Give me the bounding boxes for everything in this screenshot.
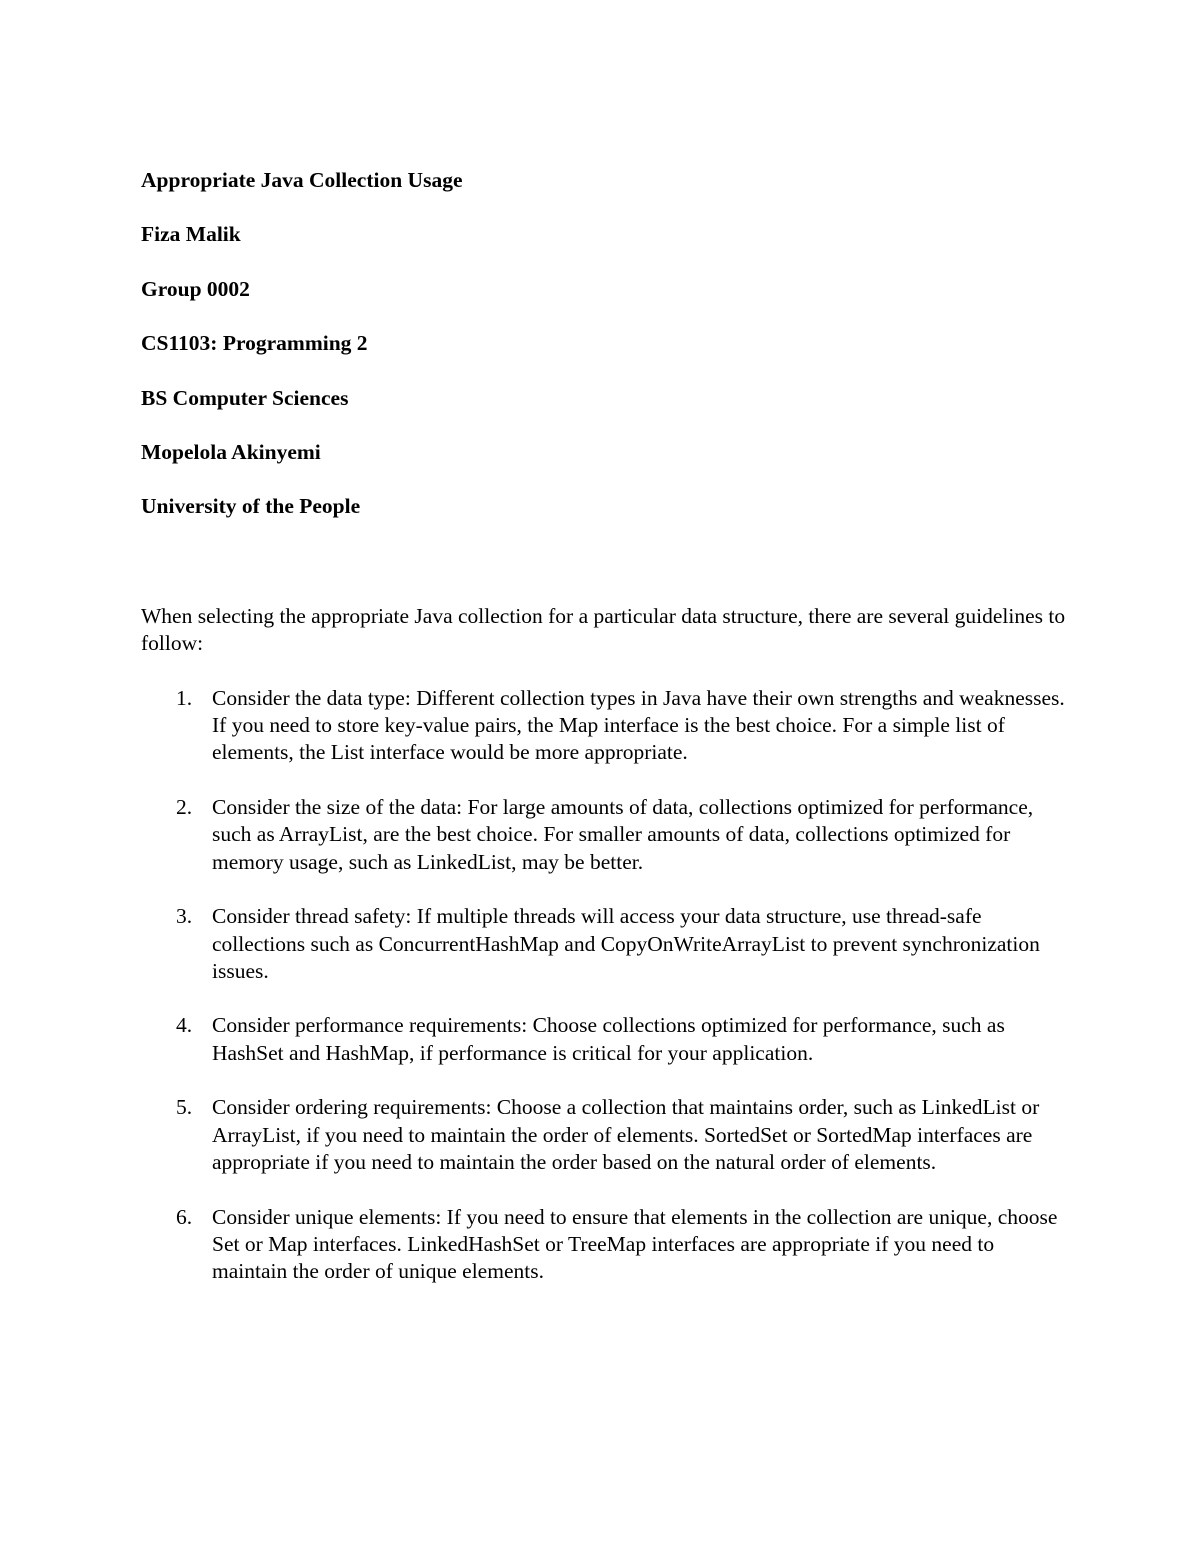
list-item <box>141 1012 1066 1067</box>
instructor-name: Mopelola Akinyemi <box>141 439 321 464</box>
course-name: CS1103: Programming 2 <box>141 331 368 356</box>
program-name: BS Computer Sciences <box>141 385 349 410</box>
list-item-number: 6. <box>176 1204 193 1229</box>
list-item <box>141 1204 1066 1286</box>
intro-paragraph: When selecting the appropriate Java collection for a particular data structure, there are several guidelines to follow: <box>141 604 1066 656</box>
list-item-number: 1. <box>176 685 193 710</box>
list-item <box>141 685 1066 767</box>
institution-name: University of the People <box>141 494 361 519</box>
list-item <box>141 1094 1066 1176</box>
author-name: Fiza Malik <box>141 222 241 247</box>
document-body <box>141 603 1066 1313</box>
list-item-number: 3. <box>176 904 193 929</box>
list-item-number: 2. <box>176 795 193 820</box>
list-item-text: Consider thread safety: If multiple threads will access your data structure, use thread-safe collections such as ConcurrentHashMap and CopyOnWriteArrayList to prevent synchronization issues. <box>212 904 1040 983</box>
list-item <box>141 794 1066 876</box>
list-item-text: Consider the size of the data: For large amounts of data, collections optimized for performance, such as ArrayList, are the best choice. For smaller amounts of data, collections optimized for memory usage, such as LinkedList, may be better. <box>212 795 1034 874</box>
list-item-text: Consider ordering requirements: Choose a collection that maintains order, such as LinkedList or ArrayList, if you need to maintain the order of elements. SortedSet or SortedMap interfaces are appropriate if you need to maintain the order based on the natural order of elements. <box>212 1095 1040 1174</box>
title-block <box>141 167 1061 548</box>
list-item-number: 5. <box>176 1095 193 1120</box>
list-item-text: Consider unique elements: If you need to ensure that elements in the collection are unique, choose Set or Map interfaces. LinkedHashSet or TreeMap interfaces are appropriate if you need to maintain the order of unique elements. <box>212 1204 1058 1284</box>
list-item <box>141 903 1066 985</box>
document-title: Appropriate Java Collection Usage <box>141 168 463 192</box>
list-item-text: Consider performance requirements: Choose collections optimized for performance, such as HashSet and HashMap, if performance is critical for your application. <box>212 1013 1005 1065</box>
group-number: Group 0002 <box>141 276 250 301</box>
list-item-number: 4. <box>176 1013 193 1038</box>
list-item-text: Consider the data type: Different collection types in Java have their own strengths and weaknesses. If you need to store key-value pairs, the Map interface is the best choice. For a simple list of elements, the List interface would be more appropriate. <box>212 685 1065 765</box>
